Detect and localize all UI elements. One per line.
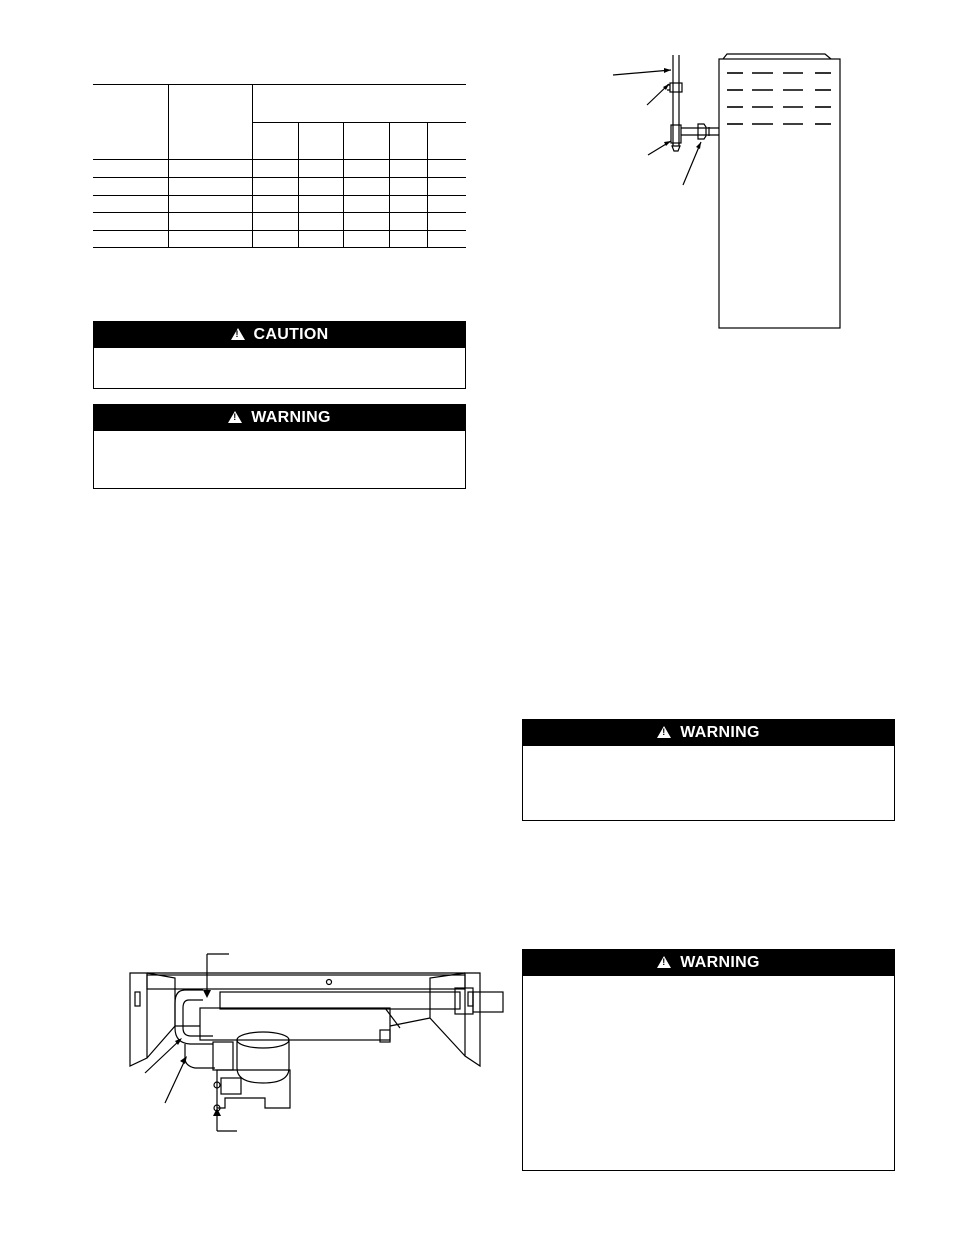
right-side-panel [465,973,480,1066]
warning-triangle-icon [228,411,242,423]
ground-joint-union [698,124,706,139]
warning-triangle-icon [657,726,671,738]
warning-header [523,950,894,976]
table-subheader-rule [252,122,466,123]
gas-pipe-table [93,84,466,248]
warning-header [94,405,465,431]
table-column-rule [427,122,428,248]
warning-box [93,404,466,489]
gas-manifold [220,992,460,1009]
leader-line [613,70,671,75]
caution-box [93,321,466,389]
caution-title: CAUTION [253,326,329,343]
warning-triangle-icon [231,328,245,340]
warning-triangle-icon [657,956,671,968]
warning-box [522,719,895,821]
manual-shutoff-valve [670,83,682,92]
table-column-rule [343,122,344,248]
table-column-rule [168,84,169,248]
furnace-louvers [727,73,831,124]
table-row-rule [93,177,466,178]
burner-box [200,1008,390,1040]
table-top-rule [93,84,466,85]
warning-header [523,720,894,746]
warning-title: WARNING [680,724,760,741]
table-header-rule [93,159,466,160]
warning-box [522,949,895,1171]
table-column-rule [389,122,390,248]
furnace-top [723,54,831,59]
leader-line [683,142,701,185]
furnace-inducer-diagram [125,948,510,1138]
table-column-rule [252,84,253,248]
manifold-outlet [473,992,503,1012]
warning-title: WARNING [680,954,760,971]
furnace-cabinet [719,59,840,328]
leader-line [145,1040,180,1073]
table-row-rule [93,195,466,196]
leader-line [165,1060,185,1103]
table-column-rule [298,122,299,248]
table-row-rule [93,230,466,231]
caution-header [94,322,465,348]
table-bottom-rule [93,247,466,248]
inducer-motor [217,1070,290,1108]
warning-title: WARNING [251,409,331,426]
left-side-panel [130,973,147,1066]
table-row-rule [93,212,466,213]
gas-piping-diagram [605,50,850,335]
top-rail [147,975,465,989]
sediment-trap [672,146,680,151]
